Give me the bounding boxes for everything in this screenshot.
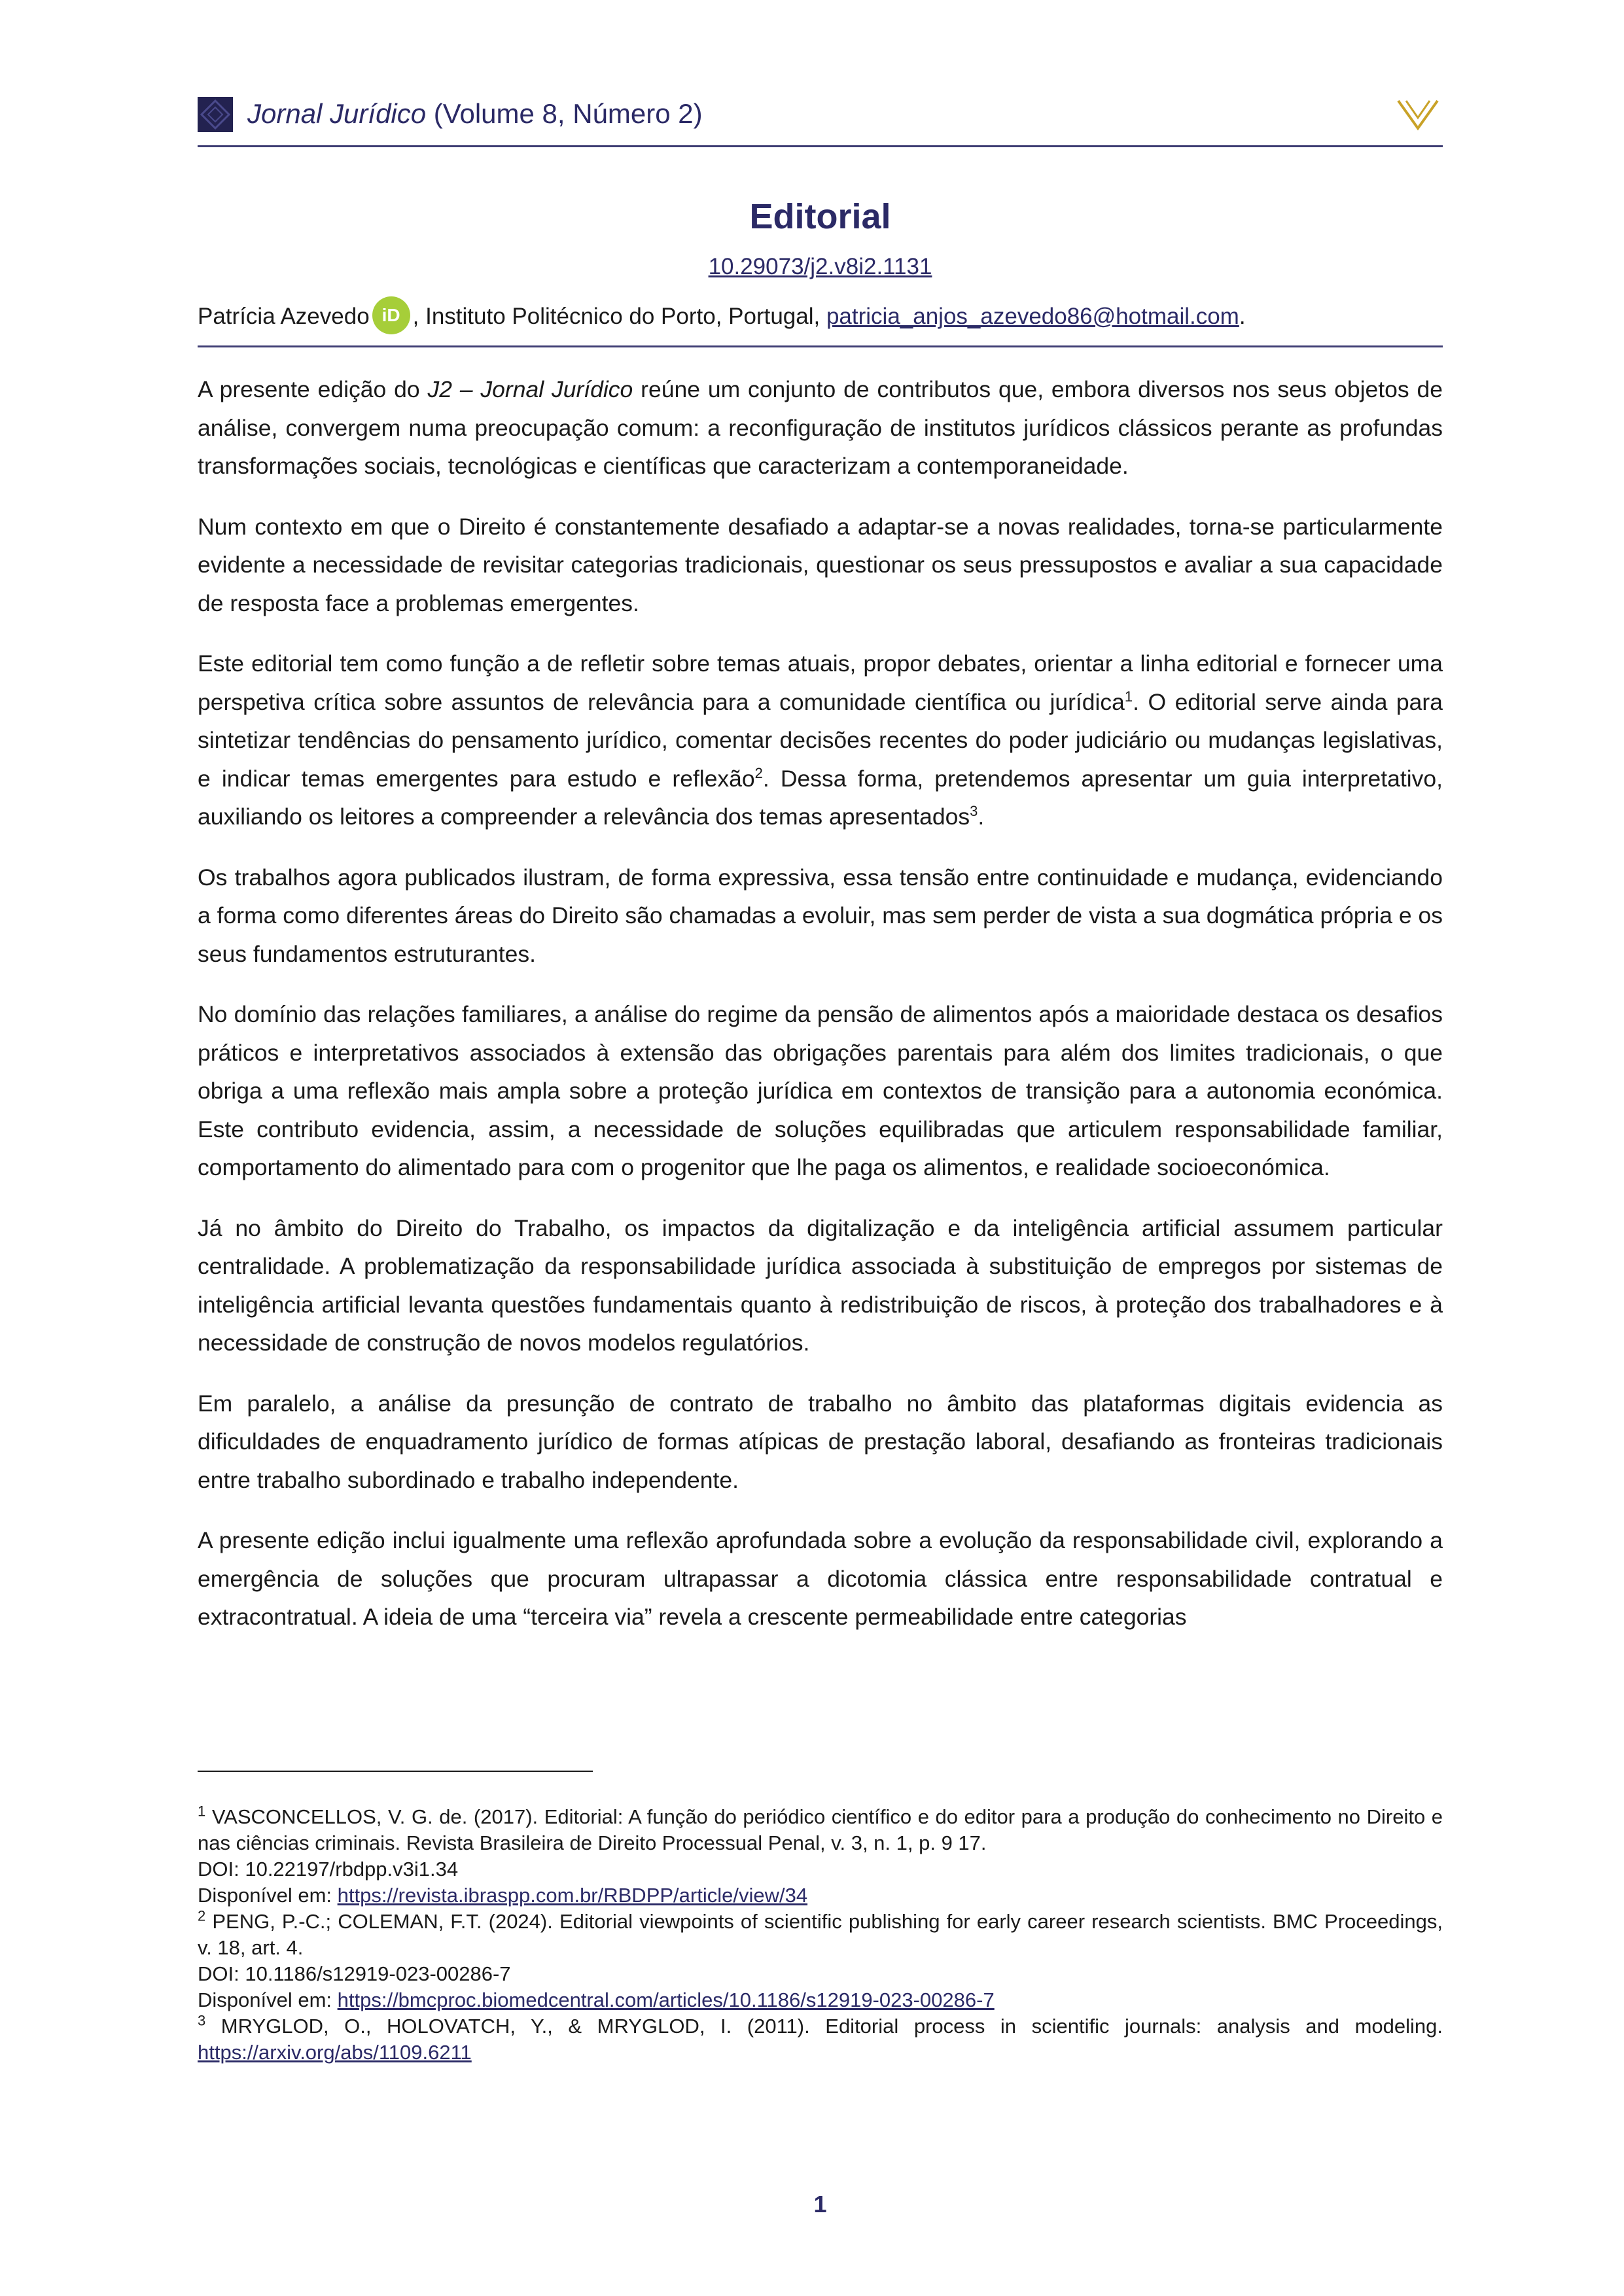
footnote-2-link[interactable]: https://bmcproc.biomedcentral.com/articles/10.1186/s12919-023-00286-7 — [337, 1988, 995, 2011]
footnote-1: $^1$ VASCONCELLOS, V. G. de. (2017). Editorial: A função do periódico científico e do editor para a produção do conhecimento no Direito e nas ciências criminais. Revista Brasileira de Direito Processual Penal, v. 3, n. 1, p. 9 17. — [198, 1803, 1443, 1854]
author-affiliation: , Instituto Politécnico do Porto, Portugal, — [412, 304, 826, 329]
footnote-ref[interactable]: 1 — [1124, 688, 1133, 705]
doi-link[interactable]: 10.29073/j2.v8i2.1131 — [708, 254, 932, 279]
footnote-1-available: Disponível em: https://revista.ibraspp.com.br/RBDPP/article/view/34 — [198, 1884, 808, 1907]
author-line — [198, 287, 1443, 347]
paragraph: Num contexto em que o Direito é constantemente desafiado a adaptar-se a novas realidades, torna-se particularmente evidente a necessidade de revisitar categorias tradicionais, questionar os seus pressupostos e avaliar a sua capacidade de resposta face a problemas emergentes. — [198, 513, 1443, 616]
footnote-3-link[interactable]: https://arxiv.org/abs/1109.6211 — [198, 2041, 472, 2064]
journal-header-title — [247, 98, 703, 130]
article-title: Editorial — [749, 197, 891, 236]
journal-name: Jornal Jurídico — [247, 98, 427, 129]
footnote-divider — [198, 1771, 593, 1772]
journal-name-italic: J2 – Jornal Jurídico — [427, 376, 633, 402]
chevron-logo-icon — [1396, 96, 1440, 137]
article-doi — [198, 254, 1443, 280]
footnote-3: $^3$ MRYGLOD, O., HOLOVATCH, Y., & MRYGLOD, I. (2011). Editorial process in scientific journals: analysis and modeling. https://arxiv.org/abs/1109.6211 — [198, 2012, 1443, 2064]
author-name: Patrícia Azevedo — [198, 304, 370, 329]
orcid-icon[interactable]: iD — [372, 296, 410, 334]
paragraph: Os trabalhos agora publicados ilustram, de forma expressiva, essa tensão entre continuidade e mudança, evidenciando a forma como diferentes áreas do Direito são chamadas a evoluir, mas sem perder de vista a sua dogmática própria e os seus fundamentos estruturantes. — [198, 864, 1443, 967]
footnote-2-doi: DOI: 10.1186/s12919-023-00286-7 — [198, 1962, 511, 1985]
paragraph: Em paralelo, a análise da presunção de contrato de trabalho no âmbito das plataformas digitais evidencia as dificuldades de enquadramento jurídico de formas atípicas de prestação laboral, desafiando as fronteiras tradicionais entre trabalho subordinado e trabalho independente. — [198, 1390, 1443, 1493]
paragraph: Já no âmbito do Direito do Trabalho, os impactos da digitalização e da inteligência artificial assumem particular centralidade. A problematização da responsabilidade jurídica associada à substituição de empregos por sistemas de inteligência artificial levanta questões fundamentais quanto à redistribuição de riscos, à proteção dos trabalhadores e à necessidade de construção de novos modelos regulatórios. — [198, 1214, 1443, 1356]
footnote-ref[interactable]: 3 — [970, 803, 978, 820]
paragraph: Este editorial tem como função a de refletir sobre temas atuais, propor debates, orientar a linha editorial e fornecer uma perspetiva crítica sobre assuntos de relevância para a comunidade científica ou jurídica$^1$. O editorial serve ainda para sintetizar tendências do pensamento jurídico, comentar decisões recentes do poder judiciário ou mudanças legislativas, e indicar temas emergentes para estudo e reflexão$^2$. Dessa forma, pretendemos apresentar um guia interpretativo, auxiliando os leitores a compreender a relevância dos temas apresentados$^3$. — [198, 650, 1443, 830]
footnote-2-available: Disponível em: https://bmcproc.biomedcentral.com/articles/10.1186/s12919-023-00286-7 — [198, 1988, 995, 2011]
paragraph: No domínio das relações familiares, a análise do regime da pensão de alimentos após a maioridade destaca os desafios práticos e interpretativos associados à extensão das obrigações parentais para além dos limites tradicionais, o que obriga a uma reflexão mais ampla sobre a proteção jurídica em contextos de transição para a autonomia económica. Este contributo evidencia, assim, a necessidade de soluções equilibradas que articulem responsabilidade familiar, comportamento do alimentado para com o progenitor que lhe paga os alimentos, e realidade socioeconómica. — [198, 1001, 1443, 1180]
journal-issue: (Volume 8, Número 2) — [426, 98, 703, 129]
paragraph: A presente edição inclui igualmente uma reflexão aprofundada sobre a evolução da responsabilidade civil, explorando a emergência de soluções que procuram ultrapassar a dicotomia clássica entre responsabilidade contratual e extracontratual. A ideia de uma “terceira via” revela a crescente permeabilidade entre categorias — [198, 1527, 1443, 1630]
footnote-2: $^2$ PENG, P.-C.; COLEMAN, F.T. (2024). Editorial viewpoints of scientific publishing for early career research scientists. BMC Proceedings, v. 18, art. 4. — [198, 1907, 1443, 1959]
paragraph: A presente edição do J2 – Jornal Jurídico reúne um conjunto de contributos que, embora diversos nos seus objetos de análise, convergem numa preocupação comum: a reconfiguração de institutos jurídicos clássicos perante as profundas transformações sociais, tecnológicas e científicas que caracterizam a contemporaneidade. — [198, 376, 1443, 479]
footnote-1-doi: DOI: 10.22197/rbdpp.v3i1.34 — [198, 1858, 459, 1881]
article-body — [198, 370, 1443, 1659]
email-end: . — [1239, 304, 1246, 329]
page-number: 1 — [813, 2191, 827, 2217]
footnotes — [198, 1804, 1443, 2066]
page-header — [198, 92, 1443, 147]
journal-logo-icon — [198, 97, 233, 132]
footnote-ref[interactable]: 2 — [754, 764, 763, 781]
author-email-link[interactable]: patricia_anjos_azevedo86@hotmail.com — [826, 304, 1239, 329]
footnote-1-link[interactable]: https://revista.ibraspp.com.br/RBDPP/article/view/34 — [337, 1884, 808, 1907]
